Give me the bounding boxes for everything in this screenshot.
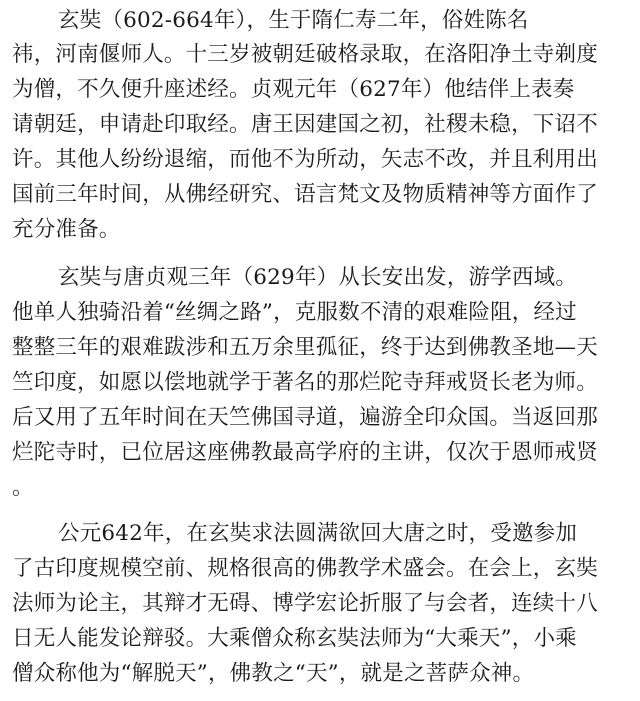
paragraph-line: 许。其他人纷纷退缩，而他不为所动，矢志不改，并且利用出	[12, 147, 598, 172]
paragraph-line: 竺印度，如愿以偿地就学于著名的那烂陀寺拜戒贤长老为师。	[12, 370, 598, 395]
paragraph-line: 。	[12, 475, 34, 500]
paragraph-line: 玄奘与唐贞观三年（629年）从长安出发，游学西域。	[58, 265, 578, 290]
paragraph-line: 充分准备。	[12, 217, 121, 242]
paragraph-line: 为僧，不久便升座述经。贞观元年（627年）他结伴上表奏	[12, 77, 575, 102]
paragraph-line: 日无人能发论辩驳。大乘僧众称玄奘法师为“大乘天”，小乘	[12, 626, 577, 651]
paragraph-line: 玄奘（602-664年），生于隋仁寿二年，俗姓陈名	[58, 8, 529, 33]
paragraph-line: 请朝廷，申请赴印取经。唐王因建国之初，社稷未稳，下诏不	[12, 112, 598, 137]
paragraph-line: 整整三年的艰难跋涉和五万余里孤征，终于达到佛教圣地—天	[12, 335, 598, 360]
paragraph-line: 烂陀寺时，已位居这座佛教最高学府的主讲，仅次于恩师戒贤	[12, 440, 598, 465]
paragraph-line: 国前三年时间，从佛经研究、语言梵文及物质精神等方面作了	[12, 182, 598, 207]
paragraph-line: 僧众称他为“解脱天”，佛教之“天”，就是之菩萨众神。	[12, 661, 535, 686]
paragraph-line: 祎，河南偃师人。十三岁被朝廷破格录取，在洛阳净土寺剃度	[12, 42, 598, 67]
paragraph-line: 法师为论主，其辩才无碍、博学宏论折服了与会者，连续十八	[12, 591, 598, 616]
paragraph-line: 公元642年，在玄奘求法圆满欲回大唐之时，受邀参加	[58, 521, 578, 546]
paragraph-line: 他单人独骑沿着“丝绸之路”，克服数不清的艰难险阻，经过	[12, 300, 577, 325]
paragraph-line: 了古印度规模空前、规格很高的佛教学术盛会。在会上，玄奘	[12, 556, 598, 581]
paragraph-line: 后又用了五年时间在天竺佛国寻道，遍游全印众国。当返回那	[12, 405, 598, 430]
